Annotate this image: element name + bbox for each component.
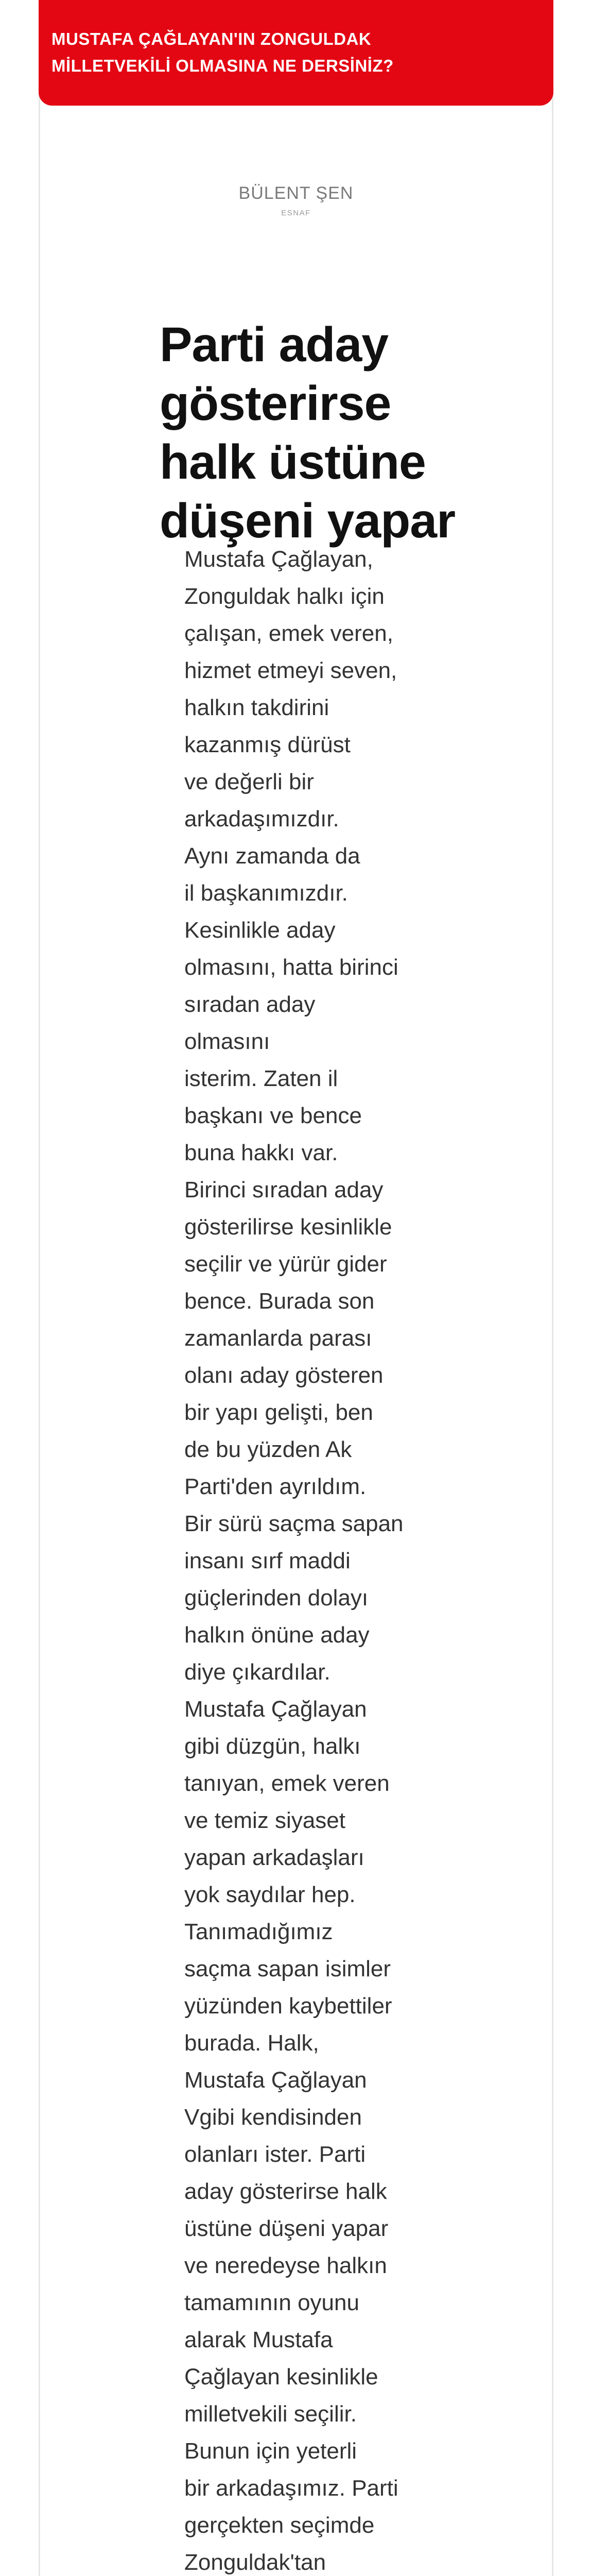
body-line: çalışan, emek veren,: [184, 621, 393, 646]
body-line: Zonguldak'tan: [184, 2550, 326, 2575]
header-title-line: MİLLETVEKİLİ OLMASINA NE DERSİNİZ?: [51, 56, 394, 75]
body-line: aday gösterirse halk: [184, 2179, 387, 2204]
body-line: tanıyan, emek veren: [184, 1771, 390, 1796]
body-line: bir arkadaşımız. Parti: [184, 2476, 398, 2501]
body-line: olanları ister. Parti: [184, 2142, 366, 2167]
body-line: diye çıkardılar.: [184, 1659, 330, 1685]
body-line: buna hakkı var.: [184, 1140, 338, 1165]
body-line: halkın takdirini: [184, 695, 329, 720]
body-line: hizmet etmeyi seven,: [184, 658, 397, 683]
body-line: burada. Halk,: [184, 2030, 319, 2056]
headline-line: düşeni yapar: [160, 494, 456, 548]
body-line: de bu yüzden Ak: [184, 1437, 352, 1462]
body-line: Birinci sıradan aday: [184, 1177, 384, 1202]
body-line: Aynı zamanda da: [184, 843, 360, 869]
body-line: gibi düzgün, halkı: [184, 1734, 361, 1759]
body-line: ve temiz siyaset: [184, 1808, 345, 1833]
body-line: yapan arkadaşları: [184, 1845, 364, 1870]
author-role: ESNAF: [281, 209, 311, 217]
body-line: Mustafa Çağlayan: [184, 2067, 367, 2093]
headline-line: Parti aday: [160, 317, 389, 372]
body-line: saçma sapan isimler: [184, 1956, 391, 1981]
body-line: alarak Mustafa: [184, 2327, 333, 2352]
body-line: bir yapı gelişti, ben: [184, 1400, 373, 1425]
body-line: kazanmış dürüst: [184, 732, 351, 757]
body-line: isterim. Zaten il: [184, 1066, 338, 1091]
body-line: ve değerli bir: [184, 769, 314, 794]
body-line: Bir sürü saçma sapan: [184, 1511, 404, 1536]
body-line: insanı sırf maddi: [184, 1548, 351, 1573]
body-line: Bunun için yeterli: [184, 2438, 357, 2464]
body-line: olanı aday gösteren: [184, 1363, 384, 1388]
body-line: gerçekten seçimde: [184, 2513, 375, 2538]
headline-line: halk üstüne: [160, 435, 426, 489]
body-line: ve neredeyse halkın: [184, 2253, 387, 2278]
body-line: Vgibi kendisinden: [184, 2105, 362, 2130]
header-title: [51, 26, 515, 79]
article-headline: [160, 315, 489, 550]
body-line: milletvekili seçilir.: [184, 2401, 357, 2427]
author-name: BÜLENT ŞEN: [238, 183, 354, 203]
article-body: [184, 541, 406, 2576]
body-line: Çağlayan kesinlikle: [184, 2364, 378, 2389]
body-line: başkanı ve bence: [184, 1103, 362, 1128]
body-line: Tanımadığımız: [184, 1919, 333, 1944]
body-line: sıradan aday olmasını: [184, 992, 316, 1054]
body-line: Mustafa Çağlayan,: [184, 547, 373, 572]
body-line: halkın önüne aday: [184, 1622, 370, 1648]
body-line: seçilir ve yürür gider: [184, 1251, 387, 1277]
header-title-line: MUSTAFA ÇAĞLAYAN'IN ZONGULDAK: [51, 29, 372, 48]
body-line: yüzünden kaybettiler: [184, 1993, 392, 2019]
body-line: Mustafa Çağlayan: [184, 1697, 367, 1722]
body-line: Parti'den ayrıldım.: [184, 1474, 367, 1499]
body-line: Kesinlikle aday: [184, 918, 336, 943]
body-line: arkadaşımızdır.: [184, 806, 339, 832]
body-line: bence. Burada son: [184, 1289, 375, 1314]
body-line: tamamının oyunu: [184, 2290, 359, 2315]
body-line: üstüne düşeni yapar: [184, 2216, 389, 2241]
body-line: yok saydılar hep.: [184, 1882, 356, 1907]
body-line: Zonguldak halkı için: [184, 584, 385, 609]
body-line: zamanlarda parası: [184, 1326, 372, 1351]
body-line: güçlerinden dolayı: [184, 1585, 369, 1611]
body-line: olmasını, hatta birinci: [184, 955, 398, 980]
author-block: [0, 183, 592, 217]
body-line: il başkanımızdır.: [184, 880, 348, 906]
headline-line: gösterirse: [160, 376, 391, 431]
body-line: gösterilirse kesinlikle: [184, 1214, 392, 1240]
